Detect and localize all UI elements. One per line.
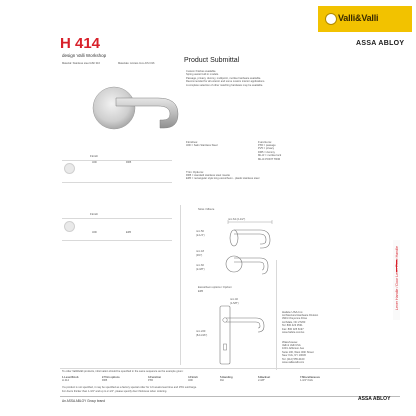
brand-logo-text: Valli&Valli bbox=[338, 13, 379, 23]
escutcheon-height: mm 220 bbox=[196, 330, 206, 333]
dim-a-in: (2-1/4") bbox=[196, 234, 205, 237]
finish-swatch bbox=[64, 221, 75, 232]
distributor-line: www.hafele.com/us bbox=[282, 331, 305, 335]
finishes-label: Finishes: bbox=[186, 140, 199, 144]
functions-label: Functions: bbox=[258, 140, 272, 144]
spec-line: A complete selection of other matching hardware may be available. bbox=[186, 83, 263, 87]
sizes-title: Sizes / Misure bbox=[198, 208, 215, 211]
order-step-label: 6.Backset bbox=[258, 376, 271, 379]
finish-group-label-2: Finish bbox=[90, 212, 99, 216]
spec-line: Spring assist built in models. bbox=[186, 73, 219, 77]
warehouse-line: Suite 100, West 46th Street bbox=[282, 350, 314, 354]
dim-a: mm 50 bbox=[196, 230, 204, 233]
order-steps-row bbox=[62, 376, 362, 384]
trim-label: Trim Options: bbox=[186, 170, 204, 174]
order-step-value: RH bbox=[220, 379, 224, 383]
spec-line: Recommended for all exterior and some custom interior applications. bbox=[186, 80, 266, 84]
dim-c-in: (2-3/8") bbox=[196, 268, 205, 271]
order-step-label: 5.Handing bbox=[220, 376, 233, 379]
spec-intro bbox=[186, 70, 316, 87]
finish-code: 32D bbox=[92, 231, 97, 234]
model-subtitle: design Valli Workshop bbox=[62, 53, 107, 58]
trim-line: RR5 = standard stainless steel rosette bbox=[186, 174, 230, 177]
distributor-line: Architectural Hardware Division bbox=[282, 314, 319, 317]
escutcheon-drawing bbox=[216, 304, 276, 368]
footer-assa-abloy-logo: ASSA ABLOY bbox=[358, 396, 391, 402]
warehouse-line: www.vallievalli.com bbox=[282, 361, 305, 365]
order-step-value: RR5 bbox=[102, 379, 108, 383]
valli-valli-logo bbox=[318, 6, 412, 32]
side-tab bbox=[393, 240, 400, 320]
order-intro: To order Valli&Valli products, information should be specified in the same sequence as the example given: bbox=[62, 370, 184, 373]
spec-line: Custom finishes available. bbox=[186, 70, 217, 73]
order-step-label: 2.Trim options bbox=[102, 376, 120, 379]
distributor-line: Archdale, NC 27263 bbox=[282, 320, 306, 324]
finishes-block bbox=[186, 140, 218, 147]
order-step-label: 7.Miscellaneous bbox=[300, 376, 320, 379]
distributor-line: 3901 Cheyenne Drive bbox=[282, 317, 308, 321]
finish-swatch bbox=[64, 163, 75, 174]
escutcheon-height-in: (8-11/16") bbox=[196, 334, 208, 337]
footer-group-text: An ASSA ABLOY Group brand bbox=[62, 399, 105, 403]
order-note-2: For doors thicker than 1-3/4" and up to 2-1/4", please specify door thickness when ordering. bbox=[62, 390, 168, 393]
warehouse-line: Tel: (212) 555-0100 bbox=[282, 357, 305, 361]
lever-handle-photo bbox=[80, 70, 190, 150]
page-title: Product Submittal bbox=[184, 57, 240, 64]
order-step-value: H 414 bbox=[62, 379, 69, 383]
order-step-label: 3.Function bbox=[148, 376, 162, 379]
finish-code: 32D bbox=[92, 161, 97, 164]
order-step-value: 1-3/4" thick bbox=[300, 379, 313, 383]
escutcheon-code: ER5 bbox=[198, 290, 204, 293]
escutcheon-width-in: (1-5/8") bbox=[230, 302, 239, 305]
distributor-block bbox=[282, 310, 362, 334]
order-step-value: PS5 bbox=[148, 379, 153, 383]
trim-line: ER5 = rectangular style long escutcheon - plastic stainless steel bbox=[186, 177, 260, 181]
function-line: PS5 = passage bbox=[258, 144, 276, 147]
escutcheon-title: Escutcheon options / Opzioni bbox=[198, 286, 232, 289]
warehouse-block bbox=[282, 340, 362, 364]
side-tab-label: Lever Handle / Door Lever Rose Handle bbox=[395, 246, 399, 310]
spec-line: Passage, privacy, dummy, multipoint, mortise hardware available. bbox=[186, 76, 262, 80]
footer-divider bbox=[60, 396, 400, 397]
function-line: ML-R = mortise lock bbox=[258, 154, 282, 158]
order-step-label: 4.Finish bbox=[188, 376, 198, 379]
assa-abloy-logo: ASSA ABLOY bbox=[356, 40, 405, 47]
distributor-line: Fax: 800 325 6197 bbox=[282, 327, 304, 331]
order-step-value: 32D bbox=[188, 379, 193, 383]
material-right: Materiale: Acciaio Inox AISI 316 bbox=[118, 62, 155, 65]
distributor-name: Hafele USA Inc. bbox=[282, 310, 304, 314]
finish-variant: RR5 bbox=[126, 161, 132, 164]
dim-c: mm 60 bbox=[196, 264, 204, 267]
finish-group-label-1: Finish bbox=[90, 154, 99, 158]
order-note-1: If a product is not specified, it may be specified as a factory special order for 4-6 weeks lead time and 15% surcharge. bbox=[62, 386, 197, 389]
warehouse-line: Valli & Valli USA bbox=[282, 344, 301, 347]
warehouse-line: 1001 Jefferson Ave bbox=[282, 347, 305, 351]
distributor-line: Tel: 800 423 3531 bbox=[282, 324, 303, 328]
dim-b-in: (3/4") bbox=[196, 254, 203, 257]
function-line: ML-R-POINT TRIM bbox=[258, 157, 281, 161]
model-title: H 414 bbox=[60, 35, 101, 52]
functions-block bbox=[258, 140, 281, 161]
warehouse-line: New York, NY 10036 bbox=[282, 354, 306, 358]
lever-drawing bbox=[204, 218, 274, 280]
finishes-value: 32D = Satin Stainless Steel bbox=[186, 144, 218, 147]
function-line: DM5 = dummy bbox=[258, 150, 275, 154]
dim-top: mm 64 (2-1/2") bbox=[228, 218, 246, 221]
function-line: PV5 = privacy bbox=[258, 147, 275, 151]
order-step-value: 2-3/8" bbox=[258, 379, 265, 383]
trim-block bbox=[186, 170, 326, 181]
logo-mark-icon bbox=[325, 13, 337, 25]
escutcheon-width: mm 40 bbox=[230, 298, 238, 301]
material-left: Material: Stainless steel AISI 316 bbox=[62, 62, 100, 65]
dim-b: mm 18 bbox=[196, 250, 204, 253]
warehouse-title: Warehouse: bbox=[282, 340, 299, 344]
finish-variant: ER5 bbox=[126, 231, 132, 234]
order-step-label: 1.Lever/Knob bbox=[62, 376, 79, 379]
